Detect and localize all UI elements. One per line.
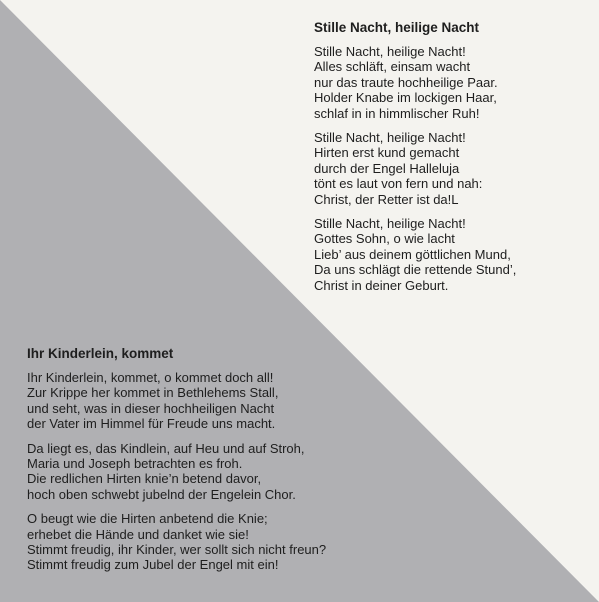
verse-line: durch der Engel Halleluja	[314, 160, 460, 176]
verse-line: und seht, was in dieser hochheiligen Nacht	[27, 400, 275, 416]
verse-line: Lieb’ aus deinem göttlichen Mund,	[314, 246, 511, 262]
stanza-3	[27, 511, 407, 573]
verse-line: Christ, der Retter ist da!L	[314, 191, 459, 207]
verse-line: nur das traute hochheilige Paar.	[314, 74, 498, 90]
verse-line: O beugt wie die Hirten anbetend die Knie;	[27, 511, 268, 527]
verse-line: Stille Nacht, heilige Nacht!	[314, 216, 466, 232]
verse-line: Hirten erst kund gemacht	[314, 145, 460, 161]
stanza-2	[27, 441, 407, 503]
verse-line: Stille Nacht, heilige Nacht!	[314, 44, 466, 59]
verse-line: Holder Knabe im lockigen Haar,	[314, 90, 497, 106]
verse-line: Alles schläft, einsam wacht	[314, 59, 471, 75]
verse-line: Maria und Joseph betrachten es froh.	[27, 456, 243, 472]
song-ihr-kinderlein	[27, 345, 407, 582]
verse-line: erhebet die Hände und danket wie sie!	[27, 526, 249, 542]
song-title: Stille Nacht, heilige Nacht	[314, 20, 480, 35]
stanza-3	[314, 216, 594, 293]
verse-line: der Vater im Himmel für Freude uns macht.	[27, 416, 276, 432]
stanza-1	[27, 370, 407, 432]
verse-line: Stimmt freudig zum Jubel der Engel mit ein!	[27, 557, 279, 573]
song-title: Ihr Kinderlein, kommet	[27, 346, 174, 361]
verse-line: hoch oben schwebt jubelnd der Engelein Chor.	[27, 486, 296, 502]
verse-line: tönt es laut von fern und nah:	[314, 176, 483, 192]
stanza-2	[314, 130, 594, 207]
verse-line: Die redlichen Hirten knie’n betend davor,	[27, 471, 262, 487]
verse-line: Christ in deiner Geburt.	[314, 277, 449, 293]
verse-line: Gottes Sohn, o wie lacht	[314, 231, 455, 247]
verse-line: Ihr Kinderlein, kommet, o kommet doch all!	[27, 370, 274, 385]
stanza-1	[314, 44, 594, 121]
verse-line: schlaf in in himmlischer Ruh!	[314, 105, 480, 121]
verse-line: Da liegt es, das Kindlein, auf Heu und auf Stroh,	[27, 440, 305, 456]
verse-line: Stimmt freudig, ihr Kinder, wer sollt sich nicht freun?	[27, 542, 327, 558]
verse-line: Zur Krippe her kommet in Bethlehems Stall,	[27, 385, 279, 401]
verse-line: Da uns schlägt die rettende Stund’,	[314, 262, 517, 278]
verse-line: Stille Nacht, heilige Nacht!	[314, 130, 466, 146]
song-stille-nacht	[314, 19, 594, 302]
